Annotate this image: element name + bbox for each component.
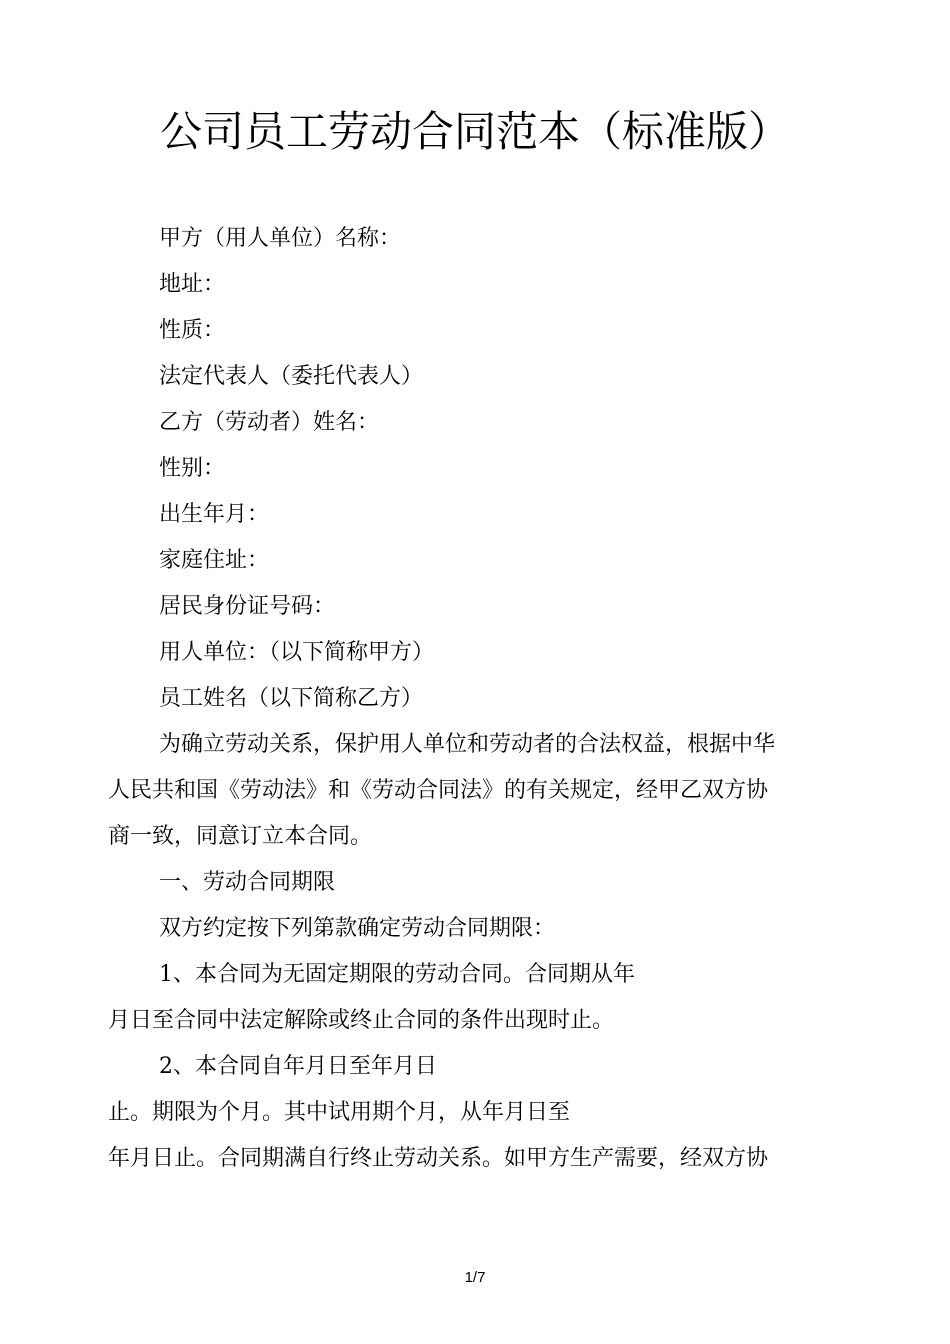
clause-line: 年月日止。合同期满自行终止劳动关系。如甲方生产需要，经双方协 [108, 1146, 769, 1171]
home-address-line: 家庭住址： [159, 548, 270, 573]
section-heading: 一、劳动合同期限 [159, 870, 336, 895]
party-a-nature-line: 性质： [159, 318, 226, 343]
paragraph-line: 双方约定按下列第款确定劳动合同期限： [159, 916, 556, 941]
party-a-name-line: 甲方（用人单位）名称： [159, 226, 402, 251]
preamble-line: 人民共和国《劳动法》和《劳动合同法》的有关规定，经甲乙双方协 [108, 778, 769, 803]
id-number-line: 居民身份证号码： [159, 594, 336, 619]
employee-name-line: 员工姓名（以下简称乙方） [159, 686, 424, 711]
clause-line: 月日至合同中法定解除或终止合同的条件出现时止。 [108, 1008, 615, 1033]
legal-representative-line: 法定代表人（委托代表人） [159, 364, 424, 389]
employer-line: 用人单位：（以下简称甲方） [159, 640, 435, 665]
party-a-address-line: 地址： [159, 272, 226, 297]
clause-line: 1、本合同为无固定期限的劳动合同。合同期从年 [159, 962, 635, 987]
preamble-line: 为确立劳动关系，保护用人单位和劳动者的合法权益，根据中华 [159, 732, 776, 757]
party-b-name-line: 乙方（劳动者）姓名： [159, 410, 380, 435]
birth-date-line: 出生年月： [159, 502, 270, 527]
preamble-line: 商一致，同意订立本合同。 [108, 824, 373, 849]
page-number: 1/7 [464, 1269, 486, 1286]
clause-line: 2、本合同自年月日至年月日 [159, 1054, 437, 1079]
clause-line: 止。期限为个月。其中试用期个月，从年月日至 [108, 1100, 571, 1125]
gender-line: 性别： [159, 456, 226, 481]
document-title: 公司员工劳动合同范本（标准版） [159, 107, 790, 156]
